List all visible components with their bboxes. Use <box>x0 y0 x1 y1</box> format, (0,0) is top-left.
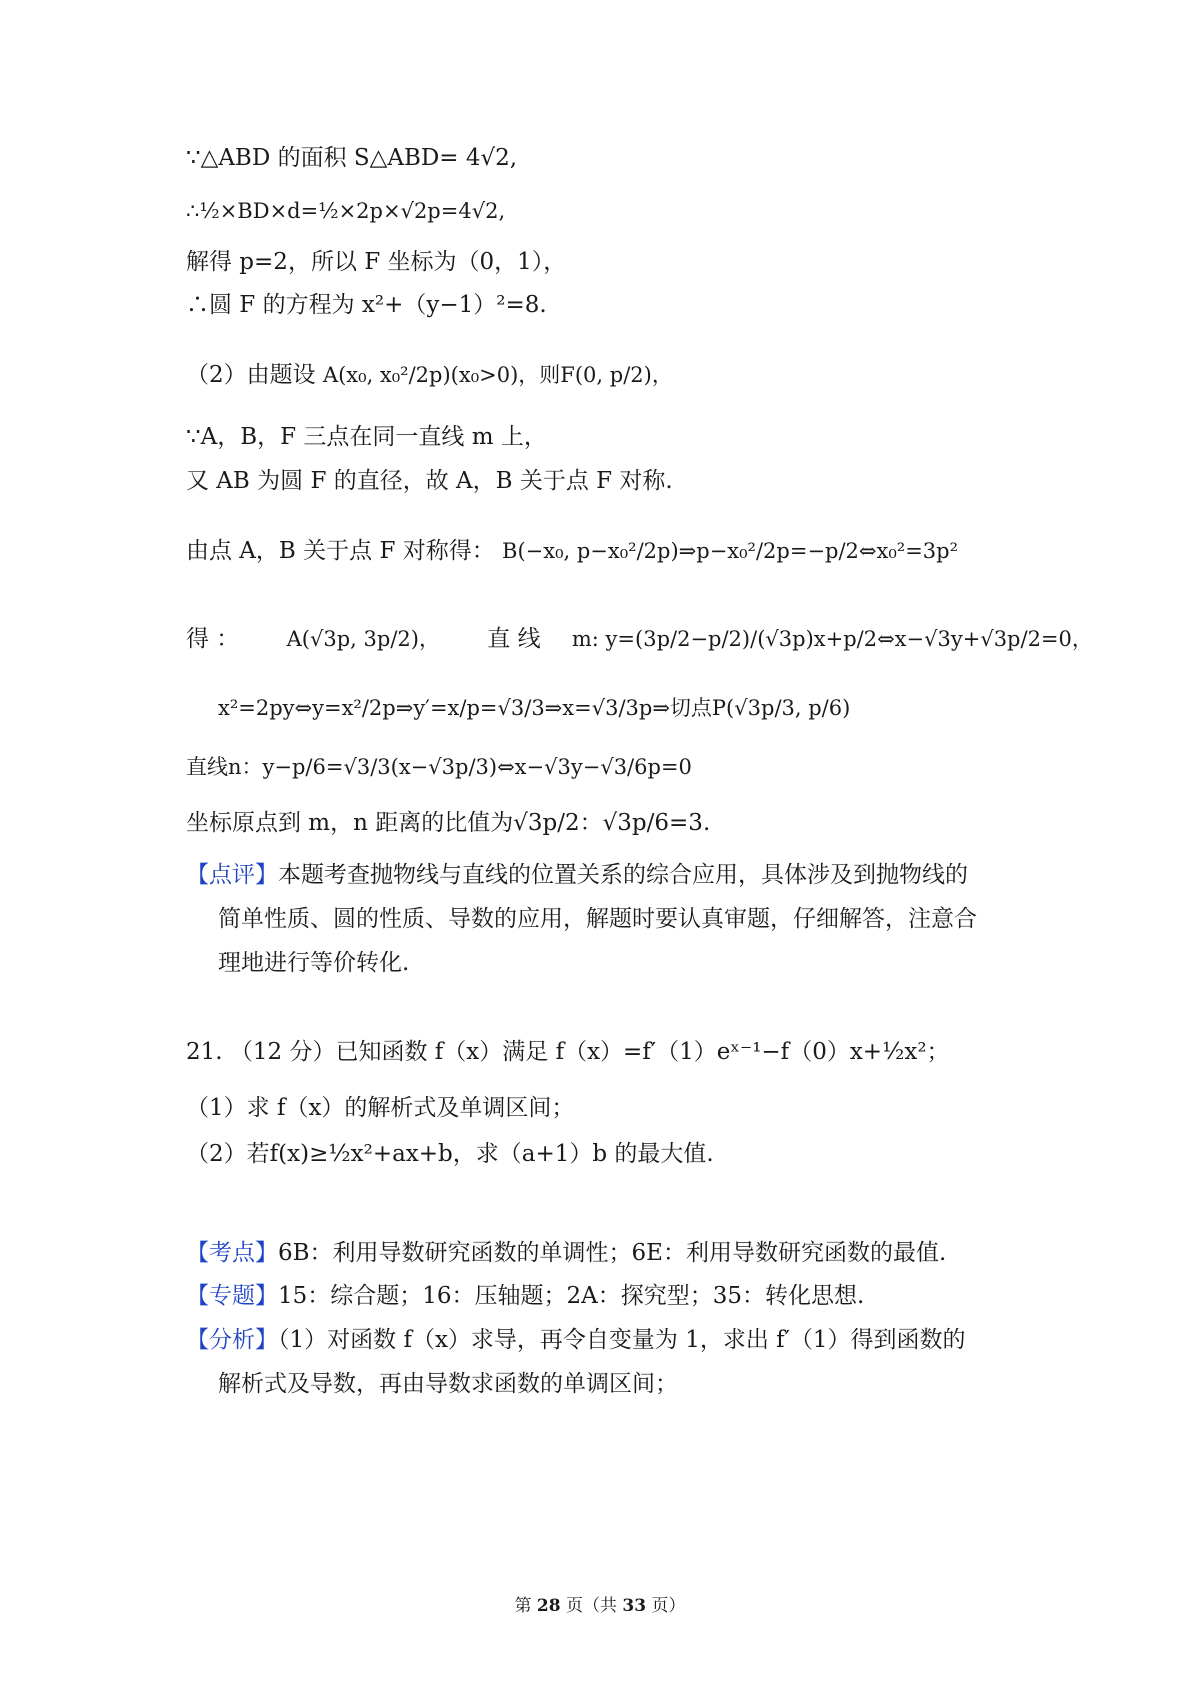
page-number: 28 <box>536 1596 561 1616</box>
line-n-line: 直线n：y−p/6=√3/3(x−√3p/3)⇔x−√3y−√3/6p=0 <box>186 755 692 779</box>
kaodian-line: 【考点】6B：利用导数研究函数的单调性；6E：利用导数研究函数的最值. <box>186 1240 947 1266</box>
review-line-3: 理地进行等价转化. <box>218 950 410 976</box>
area-given-line: ∵△ABD 的面积 S△ABD= 4√2, <box>186 145 518 171</box>
tangent-line: x²=2py⇔y=x²/2p⇒y′=x/p=√3/3⇒x=√3/3p⇒切点P(√3p/3, p/6) <box>218 696 851 720</box>
q21-sub1: （1）求 f（x）的解析式及单调区间； <box>186 1095 575 1121</box>
line-m-line: 得 ： A(√3p, 3p/2)， 直 线 m: y=(3p/2−p/2)/(√3p)x+p/2⇔x−√3y+√3p/2=0， <box>186 626 1093 652</box>
solve-p-line: 解得 p=2，所以 F 坐标为（0，1）， <box>186 249 567 275</box>
review-line-2: 简单性质、圆的性质、导数的应用，解题时要认真审题，仔细解答，注意合 <box>218 906 977 932</box>
review-line-1: 【点评】本题考查抛物线与直线的位置关系的综合应用，具体涉及到抛物线的 <box>186 862 968 888</box>
distance-ratio-line: 坐标原点到 m，n 距离的比值为√3p/2：√3p/6=3. <box>186 810 711 836</box>
part2-setup-line: （2）由题设 A(x₀, x₀²/2p)(x₀>0)，则F(0, p/2)， <box>186 362 673 388</box>
kaodian-tag: 【考点】 <box>186 1240 278 1266</box>
review-tag: 【点评】 <box>186 862 278 888</box>
collinear-line: ∵A，B，F 三点在同一直线 m 上， <box>186 424 547 450</box>
page-footer: 第 28 页（共 33 页） <box>514 1596 686 1616</box>
diameter-line: 又 AB 为圆 F 的直径，故 A，B 关于点 F 对称. <box>186 468 673 494</box>
circle-equation-line: ∴圆 F 的方程为 x²+（y−1）²=8. <box>186 292 547 318</box>
fenxi-tag: 【分析】 <box>186 1327 278 1353</box>
area-equation-line: ∴½×BD×d=½×2p×√2p=4√2, <box>186 199 506 223</box>
zhuanti-line: 【专题】15：综合题；16：压轴题；2A：探究型；35：转化思想. <box>186 1283 865 1309</box>
symmetry-line: 由点 A，B 关于点 F 对称得： B(−x₀, p−x₀²/2p)⇒p−x₀²/2p=−p/2⇔x₀²=3p² <box>186 538 959 564</box>
page-total: 33 <box>622 1596 647 1616</box>
fenxi-line-2: 解析式及导数，再由导数求函数的单调区间； <box>218 1371 678 1397</box>
zhuanti-tag: 【专题】 <box>186 1283 278 1309</box>
fenxi-line-1: 【分析】（1）对函数 f（x）求导，再令自变量为 1，求出 f′（1）得到函数的 <box>186 1327 966 1353</box>
q21-stem: 21. （12 分）已知函数 f（x）满足 f（x）=f′（1）eˣ⁻¹−f（0）x+½x²； <box>186 1039 950 1065</box>
q21-sub2: （2）若f(x)≥½x²+ax+b，求（a+1）b 的最大值. <box>186 1141 714 1167</box>
